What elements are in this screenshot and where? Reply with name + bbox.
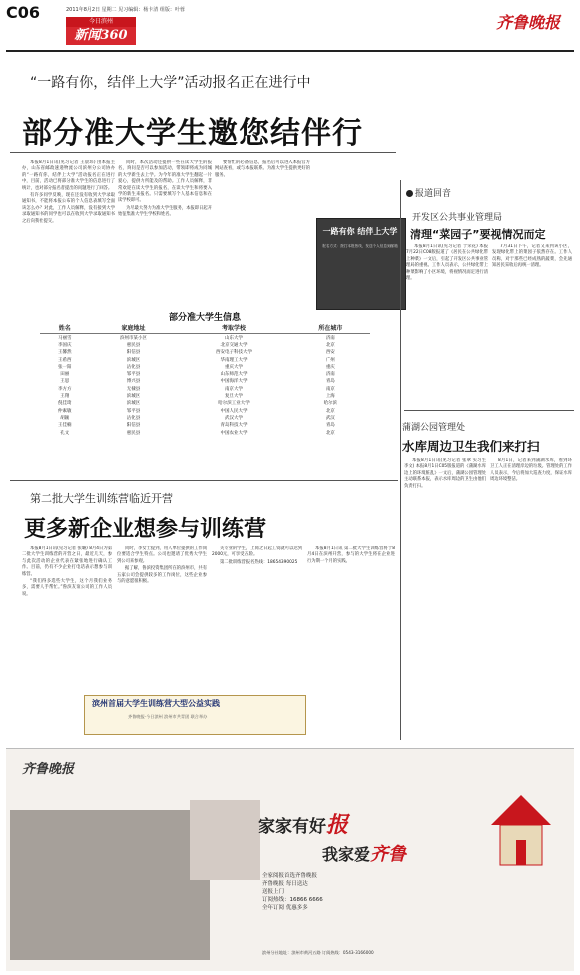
table-cell: 阳信县 bbox=[126, 350, 141, 356]
header-rule bbox=[6, 50, 574, 52]
table-cell: 张一阳 bbox=[58, 364, 72, 370]
table-cell: 邹平县 bbox=[126, 372, 141, 378]
table-cell: 重庆 bbox=[325, 364, 335, 370]
second-col-4: 本报8月1日讯 第二批大学生训练营将于8月4日在滨州开营，参与的大学生将在企业进行为期一个月的实践。 bbox=[307, 546, 395, 564]
second-kicker: 第二批大学生训练营临近开营 bbox=[30, 492, 173, 505]
name-list bbox=[40, 322, 370, 436]
table-cell: 北京 bbox=[325, 408, 335, 414]
table-cell: 李方方 bbox=[58, 386, 72, 392]
table-cell: 倪佳琦 bbox=[58, 401, 72, 407]
table-row bbox=[40, 378, 370, 385]
table-row bbox=[40, 334, 370, 342]
table-row bbox=[40, 370, 370, 377]
second-col-3: 关专业的学生，上岗之日起工资就可以达到2000元，可享受五险。 第二批训练营报名热线：18654390025 bbox=[212, 546, 302, 565]
table-cell: 王希西 bbox=[58, 357, 72, 363]
advert-photo bbox=[10, 810, 210, 960]
feedback-badge: 报道回音 bbox=[406, 186, 451, 199]
table-cell: 马丽雪 bbox=[58, 335, 72, 341]
table-cell: 山东师范大学 bbox=[220, 372, 248, 378]
table-cell: 华南理工大学 bbox=[220, 357, 248, 363]
table-cell: 惠民县 bbox=[126, 342, 141, 348]
table-cell: 滨城区 bbox=[126, 394, 141, 400]
col-header: 家庭地址 bbox=[90, 322, 178, 334]
main-col-3: 要帮忙的必备信息，报名后可以进入本报官方网站查看，或与本报联系。为准大学生提供更好的服务。 bbox=[215, 160, 310, 178]
table-row bbox=[40, 392, 370, 399]
right-kicker-2: 蒲湖公园管理处 bbox=[402, 423, 466, 433]
promo-photo-sub: 报名方式：拨打本报热线，发送个人信息到邮箱 bbox=[322, 244, 398, 248]
table-cell: 博兴县 bbox=[126, 379, 141, 385]
right-text-1b: 7月31日下午，记者又来到该小区，发现绿化带上的菜园子依然存在。工作人员称，对于那些已经成熟的蔬菜，会先通知居民采收后再统一清理。 bbox=[492, 244, 572, 269]
table-row bbox=[40, 341, 370, 348]
table-row bbox=[40, 414, 370, 421]
table-cell: 武汉 bbox=[325, 415, 335, 421]
table-cell: 武汉大学 bbox=[225, 415, 243, 421]
main-col-2: 同时，本次活动还提供一些在读大学生的报名，询问是否可以参加活动，带领即将成为同城的大学新生去上学。为今年的准大学生翻起一片爱心，提供力所能及的帮助。工作人员解释，非常欢迎在读大学生的报名，在读大学生和将要入学的新生来报名。只需要填写个人基本信息和在读学校即可。 为尽最大努力为准大学生服务，本报即日起开始征集准大学生学校和姓名。 bbox=[118, 160, 212, 218]
right-text-1a: 本报8月1日讯(见习记者 于荣花) 本报7月22日C08版报道了《居民在公共绿化带上种菜》一文后，引起了开发区公共事业管理局的重视。工作人员表示，公共绿化带上种菜影响了小区环境，将视情况而定进行清理。 bbox=[406, 244, 488, 282]
house-icon bbox=[486, 790, 556, 870]
table-cell: 孔文 bbox=[60, 430, 70, 436]
divider bbox=[10, 480, 398, 481]
main-headline: 部分准大学生邀您结伴行 bbox=[22, 116, 363, 151]
camp-ad-sub: 齐鲁晚报·今日滨州 滨州市共青团 联合举办 bbox=[128, 714, 208, 719]
right-text-2a: 本报8月1日讯(见习记者 张翠 实习生 李文) 本报8月1日C05版报道的《蒲湖水库边上的环境脏乱》一文后，蒲湖公园管理处主动联系本报，表示水库周边的卫生由他们负责打扫。 bbox=[404, 458, 486, 489]
table-cell: 南京 bbox=[325, 386, 335, 392]
table-row bbox=[40, 356, 370, 363]
main-col-1: 本报8月1日讯(见习记者 王晨玮) 由本报主办，山东省邮政速递物流公司滨州分公司协办的“一路有你，结伴上大学”活动报名正在进行中，目前，活动已将部分准大学生的信息进行了统计，也对部分报名者提出的问题进行了回答。 有许多同学反映，现在还没有收到大学录取通知书，不能将本报公布的个人信息表填写全面该怎么办？对此，工作人员解释，没有接到大学录取通知书的同学也可以在收到大学录取通知书之后向我社提交。 bbox=[22, 160, 115, 224]
table-cell: 中国海洋大学 bbox=[220, 379, 248, 385]
table-cell: 王馨然 bbox=[58, 350, 72, 356]
table-cell: 青岛 bbox=[325, 423, 335, 429]
table-cell: 中国农业大学 bbox=[220, 430, 248, 436]
col-header: 姓名 bbox=[40, 322, 90, 334]
table-row bbox=[40, 422, 370, 429]
divider bbox=[404, 410, 574, 411]
table-cell: 王翔 bbox=[60, 394, 70, 400]
table-cell: 田丽 bbox=[60, 372, 70, 378]
right-kicker-1: 开发区公共事业管理局 bbox=[412, 213, 503, 223]
section-main-label: 新闻360 bbox=[66, 27, 136, 45]
table-cell: 沾化县 bbox=[126, 415, 141, 421]
table-row bbox=[40, 429, 370, 436]
col-header: 所在城市 bbox=[291, 322, 370, 334]
table-cell: 邹平县 bbox=[126, 408, 141, 414]
divider bbox=[10, 152, 396, 153]
table-cell: 沾化县 bbox=[126, 364, 141, 370]
advert-photo-girl bbox=[190, 800, 260, 880]
name-list-table bbox=[40, 322, 370, 436]
table-cell: 西安 bbox=[325, 350, 335, 356]
table-cell: 西安电子科技大学 bbox=[216, 350, 252, 356]
col-header: 考取学校 bbox=[177, 322, 290, 334]
table-row bbox=[40, 349, 370, 356]
table-row bbox=[40, 363, 370, 370]
table-cell: 北京 bbox=[325, 342, 335, 348]
table-cell: 哈尔滨 bbox=[323, 401, 338, 407]
column-divider bbox=[400, 180, 401, 740]
camp-ad-title: 滨州首届大学生训练营大型公益实践 bbox=[92, 699, 220, 708]
table-row bbox=[40, 407, 370, 414]
table-cell: 复旦大学 bbox=[225, 394, 243, 400]
second-col-2: 同时，李女士提到，用人单位提供的工作岗位要适合学生特点。公司也邀请了优秀大学生到公司来参观。 据了解，鲁滨投资集团所在的滨州市，共有五家公司会提供较多的工作岗位，这些企业参与的意愿很积极。 bbox=[117, 546, 207, 585]
table-cell: 哈尔滨工业大学 bbox=[218, 401, 250, 407]
table-cell: 惠民县 bbox=[126, 430, 141, 436]
bullet-icon bbox=[406, 190, 413, 197]
table-cell: 青岛科技大学 bbox=[220, 423, 248, 429]
table-cell: 济南 bbox=[325, 372, 335, 378]
table-cell: 南京大学 bbox=[225, 386, 243, 392]
table-cell: 济南 bbox=[325, 335, 335, 341]
advert-slogan-2: 我家爱齐鲁 bbox=[322, 844, 407, 865]
masthead-logo: 齐鲁晚报 bbox=[495, 13, 560, 32]
table-cell: 王佳楠 bbox=[58, 423, 72, 429]
table-cell: 北京 bbox=[325, 430, 335, 436]
table-cell: 阳信县 bbox=[126, 423, 141, 429]
promo-photo-title: 一路有你 结伴上大学 bbox=[322, 227, 398, 236]
advert-slogan-1: 家家有好报 bbox=[258, 812, 349, 838]
table-cell: 滨城区 bbox=[126, 357, 141, 363]
main-kicker: “一路有你，结伴上大学”活动报名正在进行中 bbox=[30, 75, 311, 91]
table-cell: 上海 bbox=[325, 394, 335, 400]
table-cell: 中国人民大学 bbox=[220, 408, 248, 414]
right-headline-2: 水库周边卫生我们来打扫 bbox=[402, 439, 540, 454]
table-cell: 北京交通大学 bbox=[220, 342, 248, 348]
advert-info: 全家阅报首选齐鲁晚报 齐鲁晚报 每日送达 送报上门 订阅热线：16866 6666 全年订阅 优惠多多 bbox=[262, 873, 323, 911]
right-text-2b: 8月1日，记者来到蒲湖水库，看到环卫工人正在清理岸边的垃圾。管理处的工作人员表示，今后将加大巡查力度，保证水库周边环境整洁。 bbox=[490, 458, 572, 483]
second-col-1: 本报8月1日讯(见习记者 张璐) 8月4日为第二批大学生训练营的开营之日，最近几天，参与此次活动的企业代表在紧张地进行确认工作。目前，仍有不少企业打电话表示想参与训练营。 “我们得多选些大学生，这个月我们业务多，需要人手帮忙。”鲁滨友谊公司的工作人员说。 bbox=[22, 546, 112, 597]
issue-meta: 2011年8月2日 星期二 见习编辑：杨卡清 组版：叶蓉 bbox=[66, 7, 185, 13]
table-cell: 山东大学 bbox=[225, 335, 243, 341]
table-cell: 滨州市某小区 bbox=[119, 335, 147, 341]
table-cell: 广州 bbox=[325, 357, 335, 363]
table-cell: 青岛 bbox=[325, 379, 335, 385]
table-row bbox=[40, 385, 370, 392]
table-row bbox=[40, 400, 370, 407]
advert-logo: 齐鲁晚报 bbox=[22, 762, 75, 777]
page-number: C06 bbox=[6, 3, 41, 22]
table-cell: 胡颖 bbox=[60, 415, 70, 421]
table-cell: 无棣县 bbox=[126, 386, 141, 392]
name-list-title: 部分准大学生信息 bbox=[168, 313, 241, 323]
table-cell: 王思 bbox=[60, 379, 70, 385]
table-cell: 重庆大学 bbox=[225, 364, 243, 370]
table-cell: 滨城区 bbox=[126, 401, 141, 407]
table-cell: 李国庆 bbox=[58, 342, 72, 348]
right-headline-1: 清理“菜园子”要视情况而定 bbox=[410, 228, 546, 241]
second-headline: 更多新企业想参与训练营 bbox=[24, 517, 267, 542]
advert-footer: 滨州分社地址：滨州市黄河五路 订阅热线：0543-3166000 bbox=[262, 950, 374, 955]
section-top-label: 今日滨州 bbox=[88, 18, 113, 25]
table-cell: 仲素敏 bbox=[58, 408, 72, 414]
